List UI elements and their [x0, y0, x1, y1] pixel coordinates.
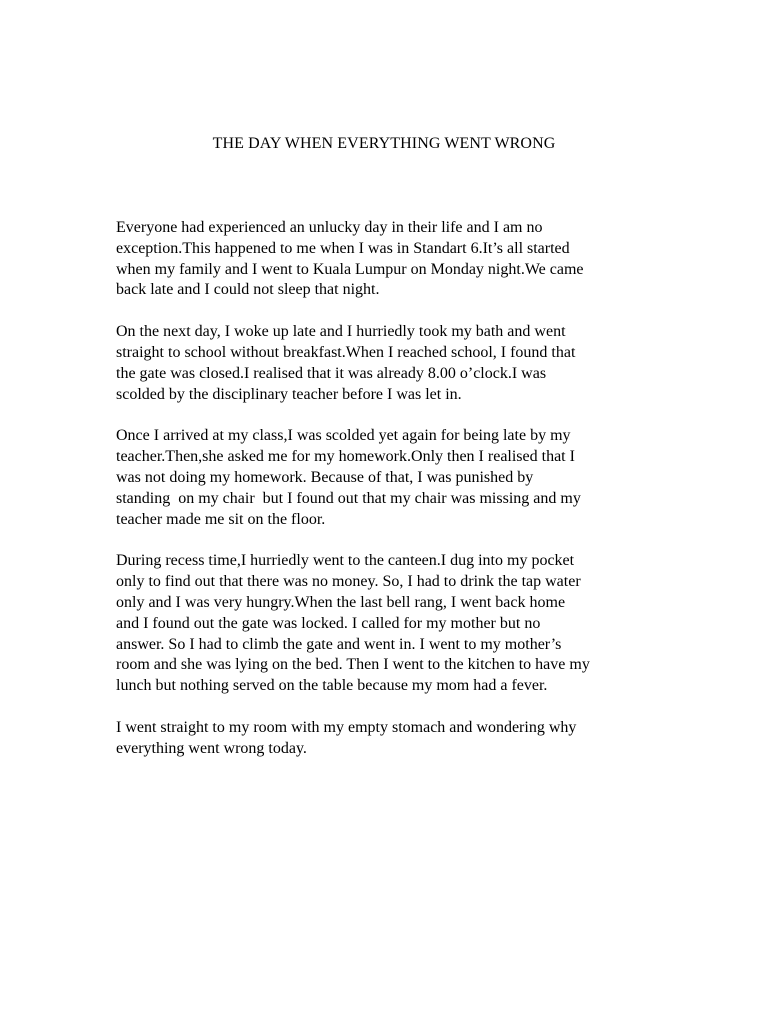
paragraph-line: Once I arrived at my class,I was scolded yet again for being late by my — [116, 427, 571, 445]
paragraph-5 — [116, 718, 676, 760]
paragraph-line: teacher.Then,she asked me for my homework.Only then I realised that I — [116, 448, 575, 466]
paragraph-line: room and she was lying on the bed. Then I went to the kitchen to have my — [116, 656, 590, 674]
paragraph-line: everything went wrong today. — [116, 739, 307, 757]
paragraph-line: During recess time,I hurriedly went to the canteen.I dug into my pocket — [116, 552, 575, 570]
document-title: THE DAY WHEN EVERYTHING WENT WRONG — [212, 135, 556, 152]
paragraph-line: exception.This happened to me when I was in Standart 6.It’s all started — [116, 239, 570, 257]
paragraph-line: was not doing my homework. Because of that, I was punished by — [116, 468, 534, 486]
paragraph-line: answer. So I had to climb the gate and went in. I went to my mother’s — [116, 635, 562, 653]
paragraph-line: only and I was very hungry.When the last bell rang, I went back home — [116, 593, 566, 611]
paragraph-3 — [116, 426, 676, 530]
paragraph-line: and I found out the gate was locked. I called for my mother but no — [116, 614, 541, 632]
paragraph-line: when my family and I went to Kuala Lumpur on Monday night.We came — [116, 260, 584, 278]
paragraph-line: On the next day, I woke up late and I hurriedly took my bath and went — [116, 323, 566, 341]
paragraph-line: teacher made me sit on the floor. — [116, 510, 326, 528]
paragraph-line: scolded by the disciplinary teacher before I was let in. — [116, 385, 462, 403]
paragraph-4 — [116, 551, 676, 697]
paragraph-line: Everyone had experienced an unlucky day in their life and I am no — [116, 219, 543, 236]
paragraph-line: the gate was closed.I realised that it was already 8.00 o’clock.I was — [116, 364, 547, 382]
paragraph-line: back late and I could not sleep that night. — [116, 281, 380, 299]
paragraph-line: I went straight to my room with my empty stomach and wondering why — [116, 718, 577, 736]
paragraph-1 — [116, 218, 676, 301]
paragraph-line: lunch but nothing served on the table because my mom had a fever. — [116, 677, 548, 695]
paragraph-line: only to find out that there was no money. So, I had to drink the tap water — [116, 573, 581, 591]
paragraph-2 — [116, 322, 676, 405]
paragraph-line: straight to school without breakfast.When I reached school, I found that — [116, 343, 576, 361]
document-body — [116, 218, 676, 781]
paragraph-line: standing on my chair but I found out that my chair was missing and my — [116, 489, 581, 507]
